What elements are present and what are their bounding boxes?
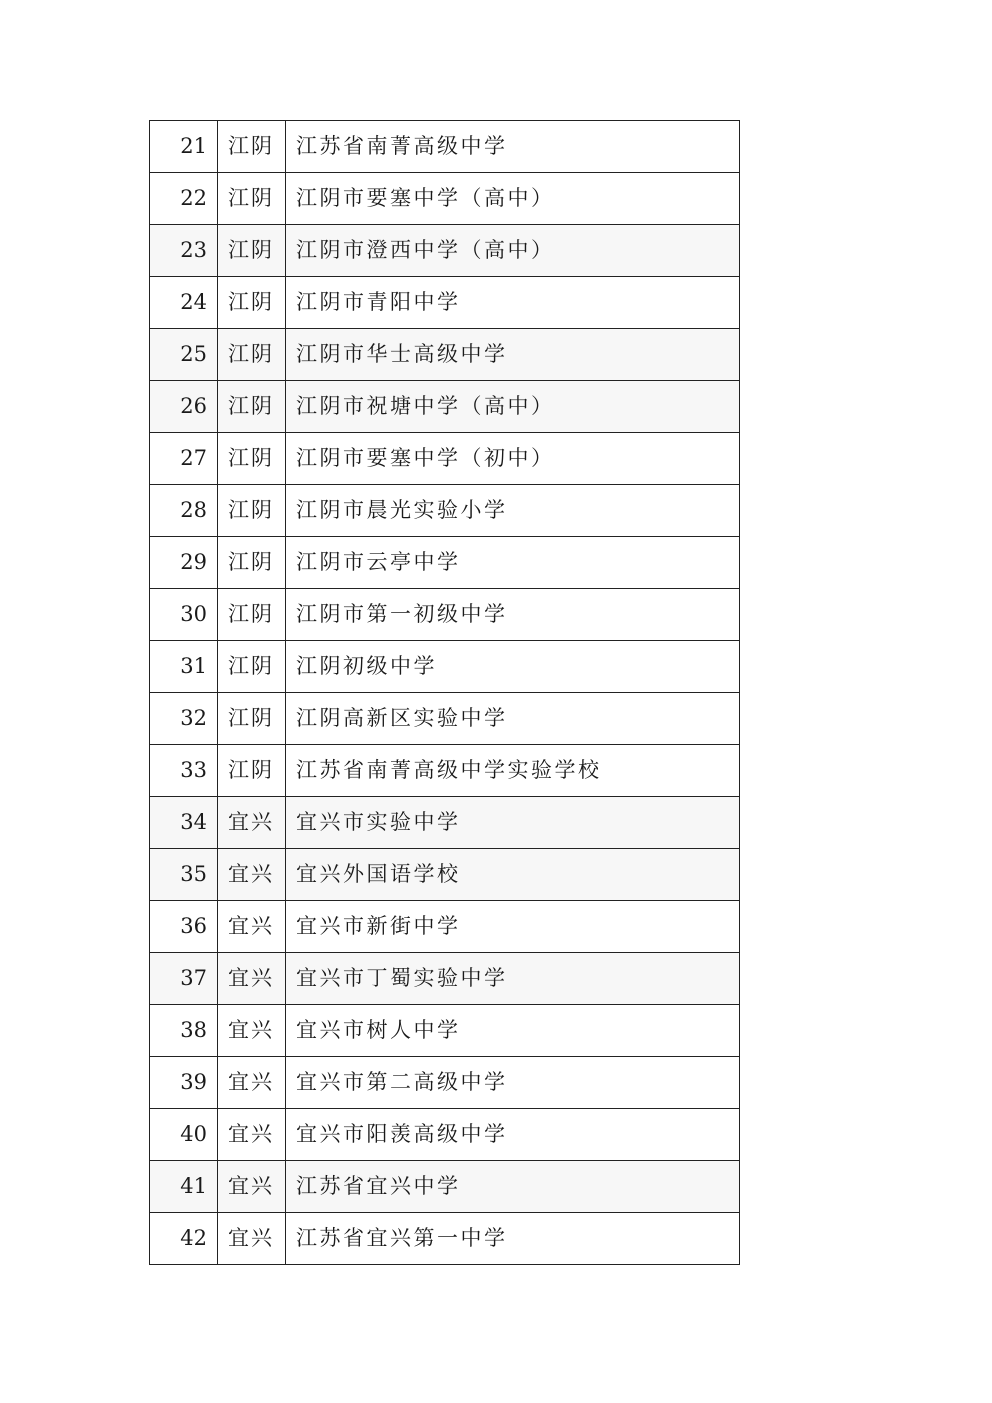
row-index-cell: 30 <box>150 589 218 641</box>
school-name-cell: 江阴市晨光实验小学 <box>286 485 740 537</box>
table-row <box>150 693 740 745</box>
table-row <box>150 329 740 381</box>
row-index-cell: 35 <box>150 849 218 901</box>
region-cell: 宜兴 <box>218 1057 286 1109</box>
table-row <box>150 1161 740 1213</box>
school-name-cell: 江苏省宜兴中学 <box>286 1161 740 1213</box>
region-cell: 江阴 <box>218 589 286 641</box>
table-row <box>150 381 740 433</box>
school-name-cell: 宜兴市新街中学 <box>286 901 740 953</box>
row-index-cell: 39 <box>150 1057 218 1109</box>
table-row <box>150 537 740 589</box>
school-name-cell: 江阴市云亭中学 <box>286 537 740 589</box>
region-cell: 江阴 <box>218 121 286 173</box>
region-cell: 宜兴 <box>218 1213 286 1265</box>
table-row <box>150 485 740 537</box>
table-row <box>150 953 740 1005</box>
row-index-cell: 23 <box>150 225 218 277</box>
school-name-cell: 江阴初级中学 <box>286 641 740 693</box>
school-name-cell: 江阴市祝塘中学（高中） <box>286 381 740 433</box>
school-name-cell: 宜兴市实验中学 <box>286 797 740 849</box>
row-index-cell: 31 <box>150 641 218 693</box>
row-index-cell: 41 <box>150 1161 218 1213</box>
table-row <box>150 797 740 849</box>
table-row <box>150 1057 740 1109</box>
region-cell: 宜兴 <box>218 797 286 849</box>
school-name-cell: 江苏省宜兴第一中学 <box>286 1213 740 1265</box>
region-cell: 江阴 <box>218 693 286 745</box>
row-index-cell: 22 <box>150 173 218 225</box>
row-index-cell: 26 <box>150 381 218 433</box>
table-row <box>150 641 740 693</box>
school-name-cell: 宜兴市阳羡高级中学 <box>286 1109 740 1161</box>
region-cell: 江阴 <box>218 173 286 225</box>
table-row <box>150 589 740 641</box>
region-cell: 江阴 <box>218 485 286 537</box>
school-name-cell: 宜兴外国语学校 <box>286 849 740 901</box>
region-cell: 江阴 <box>218 433 286 485</box>
school-list-table <box>149 120 740 1265</box>
table-row <box>150 1109 740 1161</box>
school-name-cell: 江阴市要塞中学（高中） <box>286 173 740 225</box>
school-name-cell: 江苏省南菁高级中学实验学校 <box>286 745 740 797</box>
school-name-cell: 江阴市澄西中学（高中） <box>286 225 740 277</box>
region-cell: 江阴 <box>218 329 286 381</box>
table-row <box>150 1005 740 1057</box>
table-row <box>150 433 740 485</box>
region-cell: 宜兴 <box>218 1161 286 1213</box>
row-index-cell: 24 <box>150 277 218 329</box>
row-index-cell: 36 <box>150 901 218 953</box>
school-name-cell: 江苏省南菁高级中学 <box>286 121 740 173</box>
school-name-cell: 宜兴市第二高级中学 <box>286 1057 740 1109</box>
table-body <box>150 121 740 1265</box>
region-cell: 宜兴 <box>218 901 286 953</box>
school-name-cell: 宜兴市树人中学 <box>286 1005 740 1057</box>
region-cell: 江阴 <box>218 381 286 433</box>
region-cell: 宜兴 <box>218 1005 286 1057</box>
table-row <box>150 849 740 901</box>
table-row <box>150 745 740 797</box>
region-cell: 宜兴 <box>218 953 286 1005</box>
region-cell: 宜兴 <box>218 849 286 901</box>
region-cell: 江阴 <box>218 225 286 277</box>
row-index-cell: 21 <box>150 121 218 173</box>
region-cell: 宜兴 <box>218 1109 286 1161</box>
row-index-cell: 25 <box>150 329 218 381</box>
table-row <box>150 121 740 173</box>
school-name-cell: 江阴市青阳中学 <box>286 277 740 329</box>
school-name-cell: 江阴高新区实验中学 <box>286 693 740 745</box>
school-name-cell: 江阴市华士高级中学 <box>286 329 740 381</box>
table-row <box>150 173 740 225</box>
school-name-cell: 江阴市要塞中学（初中） <box>286 433 740 485</box>
region-cell: 江阴 <box>218 537 286 589</box>
region-cell: 江阴 <box>218 745 286 797</box>
row-index-cell: 40 <box>150 1109 218 1161</box>
region-cell: 江阴 <box>218 277 286 329</box>
table-row <box>150 1213 740 1265</box>
row-index-cell: 34 <box>150 797 218 849</box>
table-row <box>150 277 740 329</box>
region-cell: 江阴 <box>218 641 286 693</box>
table-row <box>150 225 740 277</box>
table-row <box>150 901 740 953</box>
row-index-cell: 37 <box>150 953 218 1005</box>
row-index-cell: 42 <box>150 1213 218 1265</box>
row-index-cell: 33 <box>150 745 218 797</box>
row-index-cell: 38 <box>150 1005 218 1057</box>
school-name-cell: 江阴市第一初级中学 <box>286 589 740 641</box>
row-index-cell: 27 <box>150 433 218 485</box>
row-index-cell: 28 <box>150 485 218 537</box>
row-index-cell: 29 <box>150 537 218 589</box>
school-name-cell: 宜兴市丁蜀实验中学 <box>286 953 740 1005</box>
row-index-cell: 32 <box>150 693 218 745</box>
